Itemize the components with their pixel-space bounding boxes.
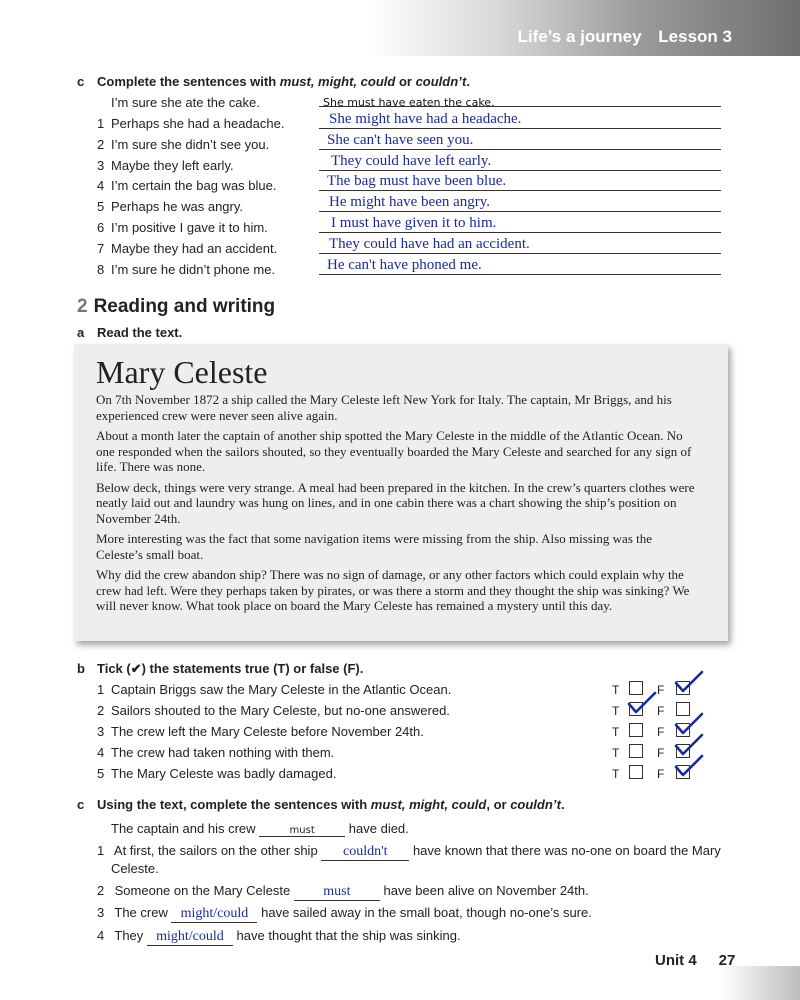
c1-item-prompt: 3 Maybe they left early. <box>97 157 234 173</box>
c2-answer-2: must <box>294 884 380 901</box>
reading-paragraph: Below deck, things were very strange. A meal had been prepared in the kitchen. In the crew’s quarters clothes were neatly laid out and laundry was hung on lines, and in one cabin there was a chart showing the ship’s position on November 24th. <box>96 479 695 526</box>
c2-answer-1: couldn't <box>321 844 409 861</box>
c1-answer-line <box>319 274 721 275</box>
c1-example-answer: She must have eaten the cake. <box>323 96 495 109</box>
tf-statement: 5 The Mary Celeste was badly damaged. <box>97 766 337 781</box>
false-label: F <box>657 767 665 781</box>
c1-answer-line <box>319 128 721 129</box>
part-c2-instruction: Using the text, complete the sentences with must, might, could, or couldn’t. <box>97 797 565 812</box>
tick-mark-icon <box>674 754 704 785</box>
true-label: T <box>612 725 620 739</box>
c1-item-prompt: 7 Maybe they had an accident. <box>97 240 278 256</box>
c1-answer: She might have had a headache. <box>329 111 522 127</box>
true-label: T <box>612 746 620 760</box>
c1-answer: They could have left early. <box>331 152 492 169</box>
reading-paragraph: More interesting was the fact that some navigation items were missing from the ship. Also missing was the Celeste’s small boat. <box>96 531 653 562</box>
true-checkbox[interactable] <box>629 744 643 758</box>
c1-item-prompt: 6 I’m positive I gave it to him. <box>97 220 268 235</box>
reading-body <box>96 392 696 619</box>
c1-answer: They could have had an accident. <box>329 235 530 252</box>
tick-mark-icon <box>627 691 657 722</box>
tick-mark-icon <box>674 670 704 701</box>
c1-answer: I must have given it to him. <box>331 215 497 231</box>
c1-answer-line <box>319 232 721 233</box>
footer-unit: Unit 4 <box>655 952 697 969</box>
true-label: T <box>612 704 620 718</box>
reading-paragraph: About a month later the captain of another ship spotted the Mary Celeste in the middle of the Atlantic Ocean. No one responded when the sailors shouted, so they eventually boarded the Mary Celeste and searched for any sign of life. There was none. <box>96 428 692 474</box>
false-label: F <box>657 683 665 697</box>
false-label: F <box>657 725 665 739</box>
page-number: 27 <box>718 952 736 969</box>
c1-answer-line <box>319 253 721 254</box>
reading-paragraph: On 7th November 1872 a ship called the Mary Celeste left New York for Italy. The captain, Mr Briggs, and his experienced crew were never seen alive again. <box>96 392 672 423</box>
c2-example: The captain and his crew must have died. <box>111 821 409 836</box>
c2-item-2: 2 Someone on the Mary Celeste must have been alive on November 24th. <box>97 883 589 899</box>
tf-statement: 1 Captain Briggs saw the Mary Celeste in the Atlantic Ocean. <box>97 682 452 697</box>
footer-label <box>655 952 735 969</box>
c1-item-prompt: 8 I’m sure he didn’t phone me. <box>97 261 276 277</box>
false-label: F <box>657 704 665 718</box>
c1-item-prompt: 4 I’m certain the bag was blue. <box>97 178 277 194</box>
false-label: F <box>657 746 665 760</box>
section-2-heading: 2 Reading and writing <box>77 296 276 317</box>
c1-answer: The bag must have been blue. <box>327 173 507 190</box>
part-c1-letter: c <box>77 74 85 89</box>
c1-answer-line <box>319 170 721 171</box>
part-a-instruction: Read the text. <box>97 325 183 340</box>
c1-item-prompt: 2 I’m sure she didn’t see you. <box>97 136 270 152</box>
tf-statement: 3 The crew left the Mary Celeste before November 24th. <box>97 724 424 739</box>
header-title <box>505 27 732 47</box>
part-c2-letter: c <box>77 797 85 812</box>
c1-item-prompt: 1 Perhaps she had a headache. <box>97 116 285 131</box>
tf-statement: 4 The crew had taken nothing with them. <box>97 745 335 760</box>
part-b-letter: b <box>77 661 85 676</box>
c2-item-4: 4 They might/could have thought that the ship was sinking. <box>97 928 461 944</box>
c2-item-1: 1 At first, the sailors on the other ship couldn't have known that there was no-one on board the Mary <box>97 843 721 859</box>
c2-item-1-cont: Celeste. <box>111 861 159 876</box>
true-label: T <box>612 683 620 697</box>
reading-text-box <box>74 344 728 641</box>
c1-answer: He might have been angry. <box>329 194 491 211</box>
c2-answer-4: might/could <box>147 929 233 946</box>
unit-title: Life’s a journey <box>517 27 642 46</box>
c1-answer: She can't have seen you. <box>327 131 474 148</box>
c1-answer-line <box>319 149 721 150</box>
reading-title: Mary Celeste <box>96 354 268 390</box>
c2-answer-3: might/could <box>171 906 257 923</box>
c2-example-answer: must <box>259 825 345 837</box>
c1-example-prompt: I’m sure she ate the cake. <box>111 95 260 110</box>
c1-answer: He can't have phoned me. <box>327 256 482 273</box>
part-c1-instruction: Complete the sentences with must, might, could or couldn’t. <box>97 74 470 89</box>
c1-item-prompt: 5 Perhaps he was angry. <box>97 199 243 215</box>
c2-item-3: 3 The crew might/could have sailed away in the small boat, though no-one’s sure. <box>97 905 592 921</box>
part-a-letter: a <box>77 325 85 340</box>
tf-statement: 2 Sailors shouted to the Mary Celeste, but no-one answered. <box>97 703 450 718</box>
true-checkbox[interactable] <box>629 765 643 779</box>
true-label: T <box>612 767 620 781</box>
c1-answer-line <box>319 211 721 212</box>
reading-paragraph: Why did the crew abandon ship? There was no sign of damage, or any other factors which could explain why the crew had left. Were they perhaps taken by pirates, or was there a storm and they thought the ship was sinking? We will never know. What took place on board the Mary Celeste has remained a mystery until this day. <box>96 567 690 613</box>
c1-answer-line <box>319 190 721 191</box>
part-b-instruction: Tick (✔) the statements true (T) or false (F). <box>97 661 364 676</box>
true-checkbox[interactable] <box>629 723 643 737</box>
lesson-label: Lesson 3 <box>658 27 732 46</box>
